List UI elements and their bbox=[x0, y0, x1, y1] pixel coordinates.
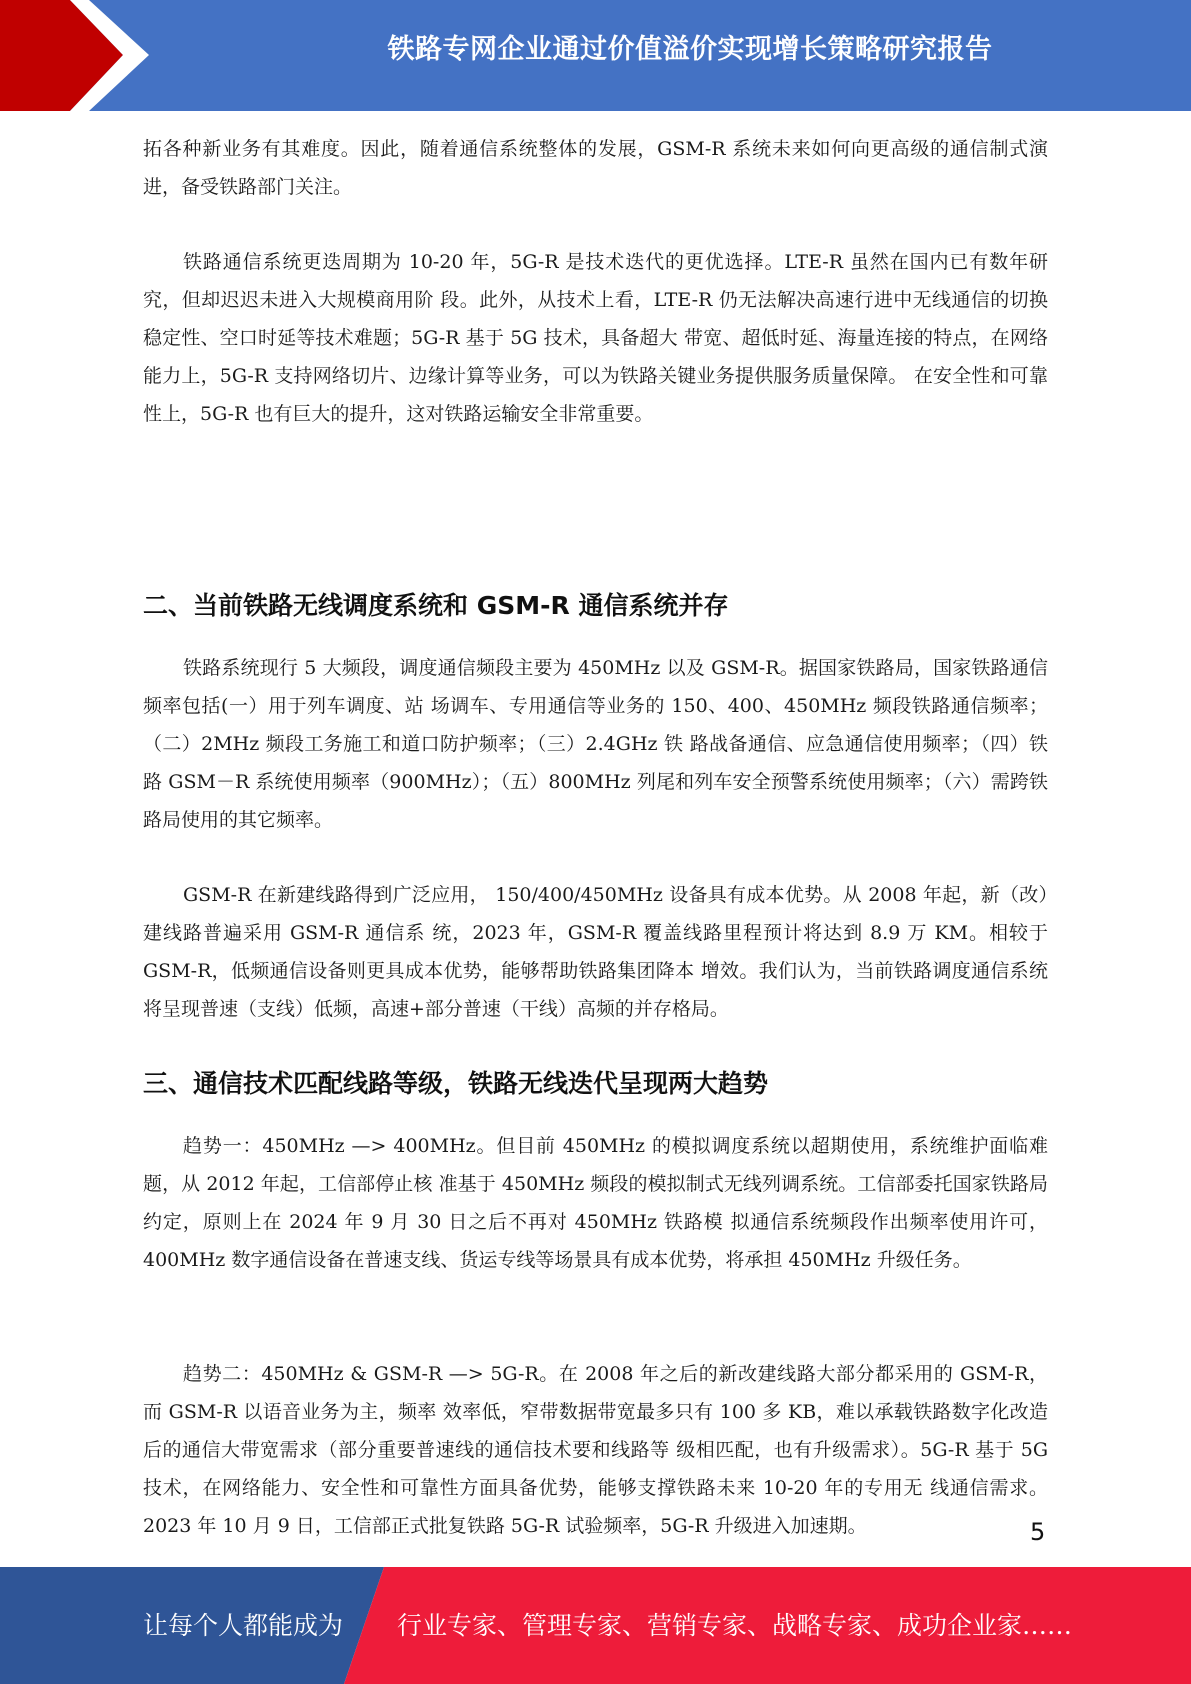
footer-slogan-left: 让每个人都能成为 bbox=[143, 1611, 344, 1640]
header-banner bbox=[0, 0, 1191, 111]
header-arrow-decoration bbox=[0, 0, 160, 111]
paragraph: GSM-R 在新建线路得到广泛应用， 150/400/450MHz 设备具有成本优势。从 2008 年起，新（改）建线路普遍采用 GSM-R 通信系 统，2023 年，GSM-R 覆盖线路里程预计将达到 8.9 万 KM。相较于 GSM-R，低频通信设备则更具成本优势，能够帮助铁路集团降本 增效。我们认为，当前铁路调度通信系统将呈现普速（支线）低频，高速+部分普速（干线）高频的并存格局。 bbox=[143, 884, 1048, 1020]
paragraph: 铁路通信系统更迭周期为 10-20 年，5G-R 是技术迭代的更优选择。LTE-R 虽然在国内已有数年研究，但却迟迟未进入大规模商用阶 段。此外，从技术上看，LTE-R 仍无法解决高速行进中无线通信的切换稳定性、空口时延等技术难题；5G-R 基于 5G 技术，具备超大 带宽、超低时延、海量连接的特点，在网络能力上，5G-R 支持网络切片、边缘计算等业务，可以为铁路关键业务提供服务质量保障。 在安全性和可靠性上，5G-R 也有巨大的提升，这对铁路运输安全非常重要。 bbox=[143, 251, 1048, 425]
footer-slogan-right: 行业专家、管理专家、营销专家、战略专家、成功企业家…… bbox=[397, 1611, 1073, 1640]
section-heading: 二、当前铁路无线调度系统和 GSM-R 通信系统并存 bbox=[143, 591, 729, 620]
report-title: 铁路专网企业通过价值溢价实现增长策略研究报告 bbox=[387, 34, 993, 65]
paragraph: 趋势一：450MHz —> 400MHz。但目前 450MHz 的模拟调度系统以超期使用，系统维护面临难题，从 2012 年起，工信部停止核 准基于 450MHz 频段的模拟制式无线列调系统。工信部委托国家铁路局约定，原则上在 2024 年 9 月 30 日之后不再对 450MHz 铁路模 拟通信系统频段作出频率使用许可，400MHz 数字通信设备在普速支线、货运专线等场景具有成本优势，将承担 450MHz 升级任务。 bbox=[143, 1135, 1048, 1271]
paragraph: 拓各种新业务有其难度。因此，随着通信系统整体的发展，GSM-R 系统未来如何向更高级的通信制式演 进，备受铁路部门关注。 bbox=[143, 138, 1048, 198]
paragraph: 趋势二：450MHz & GSM-R —> 5G-R。在 2008 年之后的新改建线路大部分都采用的 GSM-R，而 GSM-R 以语音业务为主，频率 效率低，窄带数据带宽最多只有 100 多 KB，难以承载铁路数字化改造后的通信大带宽需求（部分重要普速线的通信技术要和线路等 级相匹配，也有升级需求）。5G-R 基于 5G 技术，在网络能力、安全性和可靠性方面具备优势，能够支撑铁路未来 10-20 年的专用无 线通信需求。2023 年 10 月 9 日，工信部正式批复铁路 5G-R 试验频率，5G-R 升级进入加速期。 bbox=[143, 1363, 1048, 1537]
footer-banner bbox=[0, 1567, 1191, 1684]
section-heading: 三、通信技术匹配线路等级，铁路无线迭代呈现两大趋势 bbox=[143, 1069, 769, 1098]
paragraph: 铁路系统现行 5 大频段，调度通信频段主要为 450MHz 以及 GSM-R。据国家铁路局，国家铁路通信频率包括(一）用于列车调度、站 场调车、专用通信等业务的 150、400、450MHz 频段铁路通信频率；（二）2MHz 频段工务施工和道口防护频率；（三）2.4GHz 铁 路战备通信、应急通信使用频率；（四）铁路 GSM－R 系统使用频率（900MHz）；（五）800MHz 列尾和列车安全预警系统使用频率；（六）需跨铁路局使用的其它频率。 bbox=[143, 657, 1048, 831]
page-number: 5 bbox=[1030, 1518, 1046, 1546]
